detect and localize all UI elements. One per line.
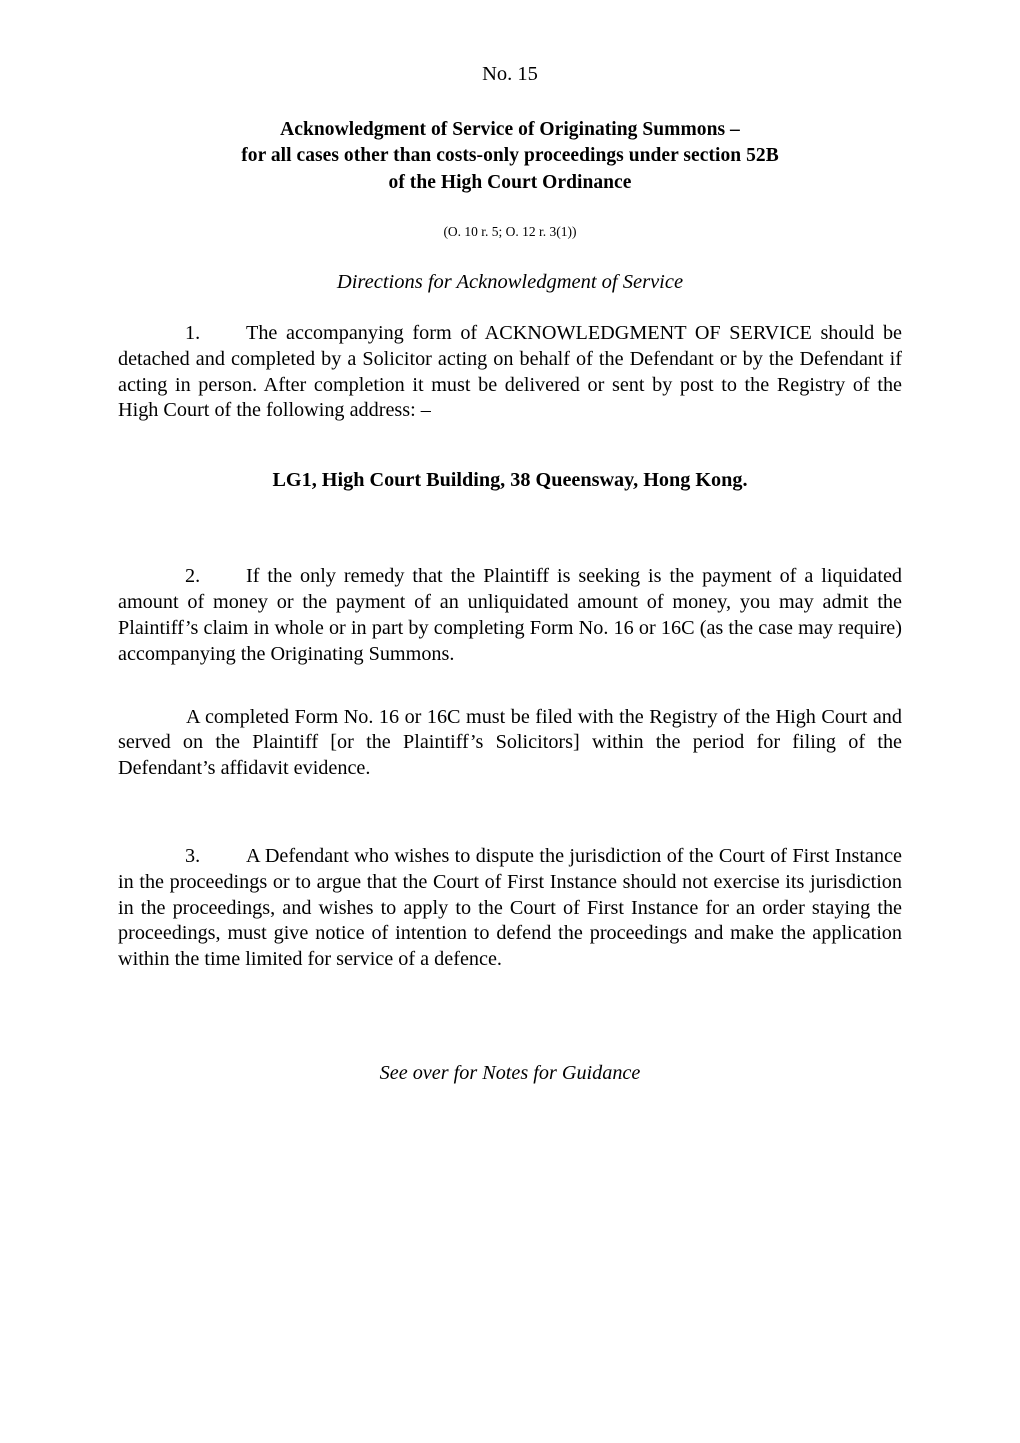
directions-heading: Directions for Acknowledgment of Service xyxy=(336,271,684,294)
paragraph-1 xyxy=(118,321,902,424)
paragraph-2-text: If the only remedy that the Plaintiff is seeking is the payment of a liquidated amount of money or the payment of an unliquidated amount of money, you may admit the Plaintiff’s claim in whole or in part by completing Form No. 16 or 16C (as the case may require) accompanying the Originating Summons. xyxy=(118,565,902,665)
paragraph-3 xyxy=(118,844,902,973)
paragraph-3-number: 3. xyxy=(185,844,201,867)
paragraph-3-text: A Defendant who wishes to dispute the jurisdiction of the Court of First Instance in the proceedings or to argue that the Court of First Instance should not exercise its jurisdiction in the proceedings, and wishes to apply to the Court of First Instance for an order staying the proceedings, must give notice of intention to defend the proceedings and make the application within the time limited for service of a defence. xyxy=(118,844,902,971)
spacer xyxy=(118,424,902,446)
registry-address: LG1, High Court Building, 38 Queensway, Hong Kong. xyxy=(272,469,748,492)
paragraph-1-number: 1. xyxy=(185,321,201,344)
form-number: No. 15 xyxy=(482,63,538,85)
spacer xyxy=(118,668,902,705)
document-title xyxy=(118,117,902,197)
title-line-1: Acknowledgment of Service of Originating Summons – xyxy=(280,118,740,140)
rule-citation: (O. 10 r. 5; O. 12 r. 3(1)) xyxy=(443,224,577,240)
paragraph-2-number: 2. xyxy=(185,565,201,588)
footer-note: See over for Notes for Guidance xyxy=(379,1061,641,1084)
title-line-2: for all cases other than costs-only proceedings under section 52B xyxy=(241,145,779,167)
paragraph-1-text: The accompanying form of ACKNOWLEDGMENT OF SERVICE should be detached and completed by a Solicitor acting on behalf of the Defendant or by the Defendant if acting in person. After completion it must be delivered or sent by post to the Registry of the High Court of the following address: – xyxy=(118,321,902,422)
unnumbered-paragraph: A completed Form No. 16 or 16C must be filed with the Registry of the High Court and served on the Plaintiff [or the Plaintiff’s Solicitors] within the period for filing of the Defendant’s affidavit evidence. xyxy=(118,705,902,780)
title-line-3: of the High Court Ordinance xyxy=(388,171,632,193)
document-content xyxy=(118,0,902,1086)
spacer xyxy=(118,493,902,538)
spacer xyxy=(118,782,902,818)
paragraph-2 xyxy=(118,564,902,667)
